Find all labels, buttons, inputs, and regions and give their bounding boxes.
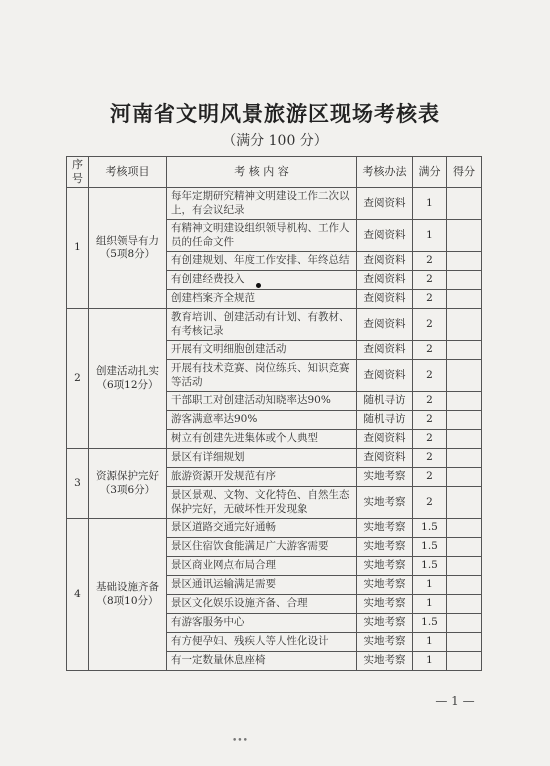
row-method: 实地考察 [357,576,413,595]
row-method: 查阅资料 [357,290,413,309]
row-content: 每年定期研究精神文明建设工作二次以上，有会议纪录 [167,188,357,220]
row-content: 游客满意率达90% [167,411,357,430]
row-score-cell[interactable] [447,633,482,652]
row-score-cell[interactable] [447,538,482,557]
header-score: 得分 [447,157,482,188]
header-full-score: 满分 [413,157,447,188]
row-method: 随机寻访 [357,411,413,430]
row-score-cell[interactable] [447,468,482,487]
row-content: 开展有技术竞赛、岗位练兵、知识竞赛等活动 [167,360,357,392]
group-item: 组织领导有力 （5项8分） [89,188,167,309]
group-number: 1 [67,188,89,309]
row-method: 查阅资料 [357,449,413,468]
row-full-score: 1.5 [413,614,447,633]
group-item: 创建活动扎实 （6项12分） [89,309,167,449]
row-method: 查阅资料 [357,271,413,290]
row-full-score: 2 [413,487,447,519]
row-method: 实地考察 [357,468,413,487]
row-method: 查阅资料 [357,360,413,392]
row-method: 查阅资料 [357,341,413,360]
row-score-cell[interactable] [447,290,482,309]
row-score-cell[interactable] [447,519,482,538]
row-content: 有一定数量休息座椅 [167,652,357,671]
row-content: 有创建经费投入 [167,271,357,290]
row-method: 实地考察 [357,487,413,519]
row-score-cell[interactable] [447,430,482,449]
row-content: 景区景观、文物、文化特色、自然生态保护完好，无破坏性开发现象 [167,487,357,519]
row-method: 查阅资料 [357,309,413,341]
page-subtitle: （满分 100 分） [222,133,328,149]
row-full-score: 1 [413,633,447,652]
row-score-cell[interactable] [447,595,482,614]
row-full-score: 2 [413,449,447,468]
row-content: 树立有创建先进集体或个人典型 [167,430,357,449]
row-score-cell[interactable] [447,411,482,430]
row-full-score: 2 [413,252,447,271]
row-score-cell[interactable] [447,614,482,633]
header-item: 考核项目 [89,157,167,188]
row-full-score: 1 [413,595,447,614]
page-number: — 1 — [435,694,475,708]
row-content: 教育培训、创建活动有计划、有教材、有考核记录 [167,309,357,341]
row-content: 创建档案齐全规范 [167,290,357,309]
group-number: 3 [67,449,89,519]
row-content: 有方便孕妇、残疾人等人性化设计 [167,633,357,652]
table-row [67,449,482,468]
row-score-cell[interactable] [447,392,482,411]
group-item: 资源保护完好 （3项6分） [89,449,167,519]
row-full-score: 2 [413,271,447,290]
group-number: 4 [67,519,89,671]
group-item: 基础设施齐备 （8项10分） [89,519,167,671]
group-number: 2 [67,309,89,449]
row-content: 景区商业网点布局合理 [167,557,357,576]
row-content: 开展有文明细胞创建活动 [167,341,357,360]
row-full-score: 1.5 [413,557,447,576]
header-no: 序号 [67,157,89,188]
row-full-score: 1.5 [413,519,447,538]
table-header-row [67,157,482,188]
row-full-score: 2 [413,360,447,392]
header-content: 考 核 内 容 [167,157,357,188]
row-content: 景区住宿饮食能满足广大游客需要 [167,538,357,557]
row-score-cell[interactable] [447,341,482,360]
row-full-score: 2 [413,411,447,430]
row-content: 景区通讯运输满足需要 [167,576,357,595]
row-method: 查阅资料 [357,188,413,220]
page-title: 河南省文明风景旅游区现场考核表 [110,101,440,126]
row-score-cell[interactable] [447,652,482,671]
row-score-cell[interactable] [447,449,482,468]
row-score-cell[interactable] [447,360,482,392]
row-full-score: 2 [413,468,447,487]
table-row [67,188,482,220]
row-content: 有精神文明建设组织领导机构、工作人员的任命文件 [167,220,357,252]
row-method: 实地考察 [357,652,413,671]
row-score-cell[interactable] [447,220,482,252]
row-content: 有创建规划、年度工作安排、年终总结 [167,252,357,271]
row-score-cell[interactable] [447,557,482,576]
row-full-score: 2 [413,392,447,411]
row-method: 实地考察 [357,538,413,557]
row-content: 干部职工对创建活动知晓率达90% [167,392,357,411]
header-method: 考核办法 [357,157,413,188]
row-content: 景区文化娱乐设施齐备、合理 [167,595,357,614]
row-score-cell[interactable] [447,309,482,341]
row-content: 景区道路交通完好通畅 [167,519,357,538]
ink-dot [256,283,261,288]
row-content: 景区有详细规划 [167,449,357,468]
row-method: 实地考察 [357,633,413,652]
row-method: 实地考察 [357,557,413,576]
table-row [67,309,482,341]
row-full-score: 1 [413,188,447,220]
row-full-score: 1.5 [413,538,447,557]
row-full-score: 1 [413,576,447,595]
row-method: 实地考察 [357,595,413,614]
row-method: 实地考察 [357,614,413,633]
row-full-score: 2 [413,309,447,341]
row-method: 随机寻访 [357,392,413,411]
row-method: 查阅资料 [357,252,413,271]
row-score-cell[interactable] [447,271,482,290]
row-score-cell[interactable] [447,576,482,595]
row-content: 旅游资源开发规范有序 [167,468,357,487]
row-full-score: 1 [413,220,447,252]
row-full-score: 1 [413,652,447,671]
row-full-score: 2 [413,341,447,360]
table-row [67,519,482,538]
row-method: 查阅资料 [357,220,413,252]
row-full-score: 2 [413,290,447,309]
footer-mark: ••• [232,736,248,746]
row-method: 实地考察 [357,519,413,538]
row-method: 查阅资料 [357,430,413,449]
row-score-cell[interactable] [447,252,482,271]
row-content: 有游客服务中心 [167,614,357,633]
row-score-cell[interactable] [447,487,482,519]
assessment-table [66,156,482,671]
row-full-score: 2 [413,430,447,449]
row-score-cell[interactable] [447,188,482,220]
